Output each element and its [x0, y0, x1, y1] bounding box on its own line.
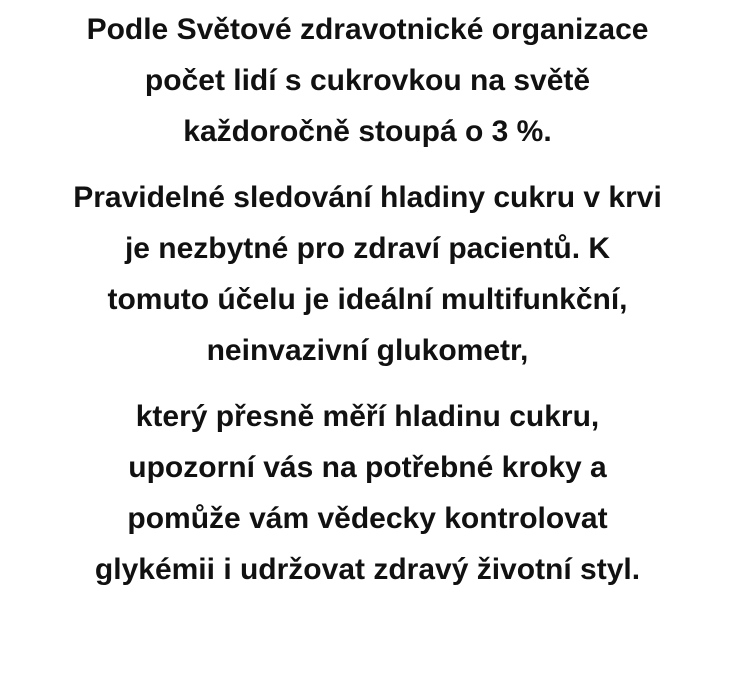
paragraph-monitoring: [0, 172, 735, 376]
text-line: počet lidí s cukrovkou na světě: [144, 64, 591, 97]
text-line: upozorní vás na potřebné kroky a: [128, 451, 607, 484]
text-line: který přesně měří hladinu cukru,: [135, 400, 600, 433]
text-line: je nezbytné pro zdraví pacientů. K: [124, 232, 611, 265]
text-line: glykémii i udržovat zdravý životní styl.: [94, 553, 641, 586]
text-line: tomuto účelu je ideální multifunkční,: [107, 283, 628, 316]
text-line: každoročně stoupá o 3 %.: [183, 115, 552, 148]
text-line: pomůže vám vědecky kontrolovat: [127, 502, 608, 535]
paragraph-glucometer-benefits: [0, 391, 735, 595]
text-line: Pravidelné sledování hladiny cukru v krvi: [73, 181, 662, 214]
paragraph-who-statistic: [0, 4, 735, 157]
text-line: Podle Světové zdravotnické organizace: [86, 13, 649, 46]
text-line: neinvazivní glukometr,: [206, 334, 529, 367]
